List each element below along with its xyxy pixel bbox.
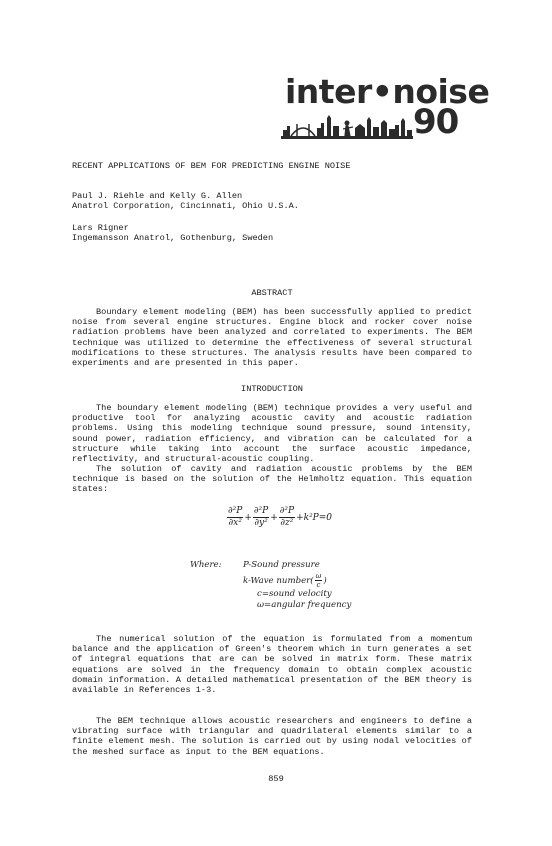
intro-paragraph-3: The numerical solution of the equation is formulated from a momentum balance and the application of Green's theorem which in turn generates a set of integral equations that are can be solved in matrix form. These matrix equations are solved in the frequency domain to obtain complex acoustic domain information. A detailed mathematical presentation of the BEM theory is available in References 1-3.	[72, 634, 472, 696]
helmholtz-equation: $\frac{\text{∂²P}}{\text{∂x²}}$ + $\frac{\text{∂²P}}{\text{∂y²}}$ + $\frac{\text{∂²P}}{\text{∂z²}}$ +k²P=0	[228, 506, 333, 528]
eq-term-y: $\frac{\text{∂²P}}{\text{∂y²}}$	[253, 506, 269, 528]
author-names: Lars Rigner	[72, 223, 129, 233]
def-sound-pressure: P-Sound pressure	[243, 560, 320, 570]
author-affiliation: Ingemansson Anatrol, Gothenburg, Sweden	[72, 233, 274, 244]
logo-year: 90	[413, 102, 459, 142]
intro-paragraph-2: The solution of cavity and radiation acoustic problems by the BEM technique is based on the solution of the Helmholtz equation. This equation states:	[72, 464, 472, 495]
eq-term-z: $\frac{\text{∂²P}}{\text{∂z²}}$	[279, 506, 295, 528]
intro-paragraph-1: The boundary element modeling (BEM) technique provides a very useful and productive tool for analyzing acoustic cavity and acoustic radiation problems. Using this modeling technique sound pressure, sound intensity, sound power, radiation efficiency, and vibration can be calculated for a structure while taking into account the surface acoustic impedance, reflectivity, and structural-acoustic coupling.	[72, 403, 472, 465]
conference-logo	[281, 72, 490, 142]
author-block-2	[72, 223, 273, 243]
author-affiliation: Anatrol Corporation, Cincinnati, Ohio U.S.A.	[72, 201, 299, 212]
eq-tail: +k²P=0	[296, 513, 333, 523]
abstract-heading: ABSTRACT	[251, 288, 293, 298]
logo-title: inter•noise	[285, 72, 490, 111]
def-wave-number: k-Wave number( $\frac{\omega}{c}$ )	[243, 571, 327, 589]
author-names: Paul J. Riehle and Kelly G. Allen	[72, 191, 243, 201]
author-block-1	[72, 191, 299, 211]
eq-term-x: $\frac{\text{∂²P}}{\text{∂x²}}$	[228, 506, 243, 528]
abstract-text: Boundary element modeling (BEM) has been successfully applied to predict noise from several engine structures. Engine block and rocker cover noise radiation problems have been analyzed and correlated to experiments. The BEM technique was utilized to determine the effectiveness of several structural modifications to these structures. The analysis results have been compared to experiments and are presented in this paper.	[72, 307, 472, 369]
paper-title: RECENT APPLICATIONS OF BEM FOR PREDICTING ENGINE NOISE	[72, 161, 351, 171]
city-skyline-icon	[281, 114, 413, 140]
def-angular-frequency: ω=angular frequency	[257, 600, 352, 610]
def-sound-velocity: c=sound velocity	[257, 588, 332, 599]
page-number: 859	[268, 774, 284, 784]
where-label: Where:	[190, 560, 222, 570]
intro-paragraph-4: The BEM technique allows acoustic researchers and engineers to define a vibrating surface with triangular and quadrilateral elements similar to a finite element mesh. The solution is carried out by using nodal velocities of the meshed surface as input to the BEM equations.	[72, 716, 472, 757]
introduction-heading: INTRODUCTION	[241, 384, 303, 394]
